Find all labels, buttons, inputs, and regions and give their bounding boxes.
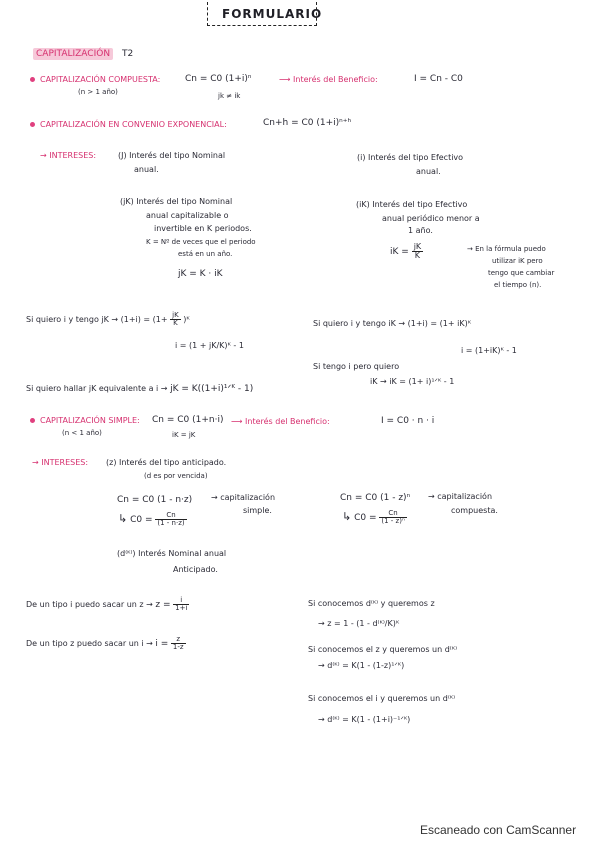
section-topic: T2 <box>121 49 134 59</box>
simple-formula: Cn = C0 (1+n·i) <box>152 415 224 425</box>
simple-interest-text: Interés del Beneficio: <box>245 417 330 426</box>
ik-definition-2: anual periódico menor a <box>382 214 480 223</box>
conversion-3-formula: → z = 1 - (1 - d⁽ᴷ⁾/K)ᴷ <box>318 619 400 628</box>
conversion-4: Si conocemos el z y queremos un d⁽ᴷ⁾ <box>308 645 458 654</box>
exponential-label: CAPITALIZACIÓN EN CONVENIO EXPONENCIAL: <box>40 120 227 129</box>
anticipated-intereses-text: INTERESES: <box>41 458 89 467</box>
ik-note-2: utilizar iK pero <box>492 257 543 265</box>
rule-2-solution: i = (1+iK)ᴷ - 1 <box>461 346 517 355</box>
anticipated-simple-formula: Cn = C0 (1 - n·z) <box>117 495 193 505</box>
anticipated-compound-note: → capitalización <box>428 492 493 501</box>
anticipated-intereses-label <box>32 459 88 467</box>
rule-1 <box>26 312 190 327</box>
ik-fraction-denominator: K <box>414 251 421 260</box>
rule-1-text: Si quiero i y tengo jK → (1+i) = (1+ <box>26 315 168 324</box>
anticipated-compound-c0-denominator: (1 - z)ⁿ <box>381 517 405 525</box>
z-definition-2: (d es por vencida) <box>144 472 208 480</box>
section-heading <box>33 50 133 59</box>
anticipated-compound-c0-numerator: Cn <box>379 510 406 518</box>
conversion-5: Si conocemos el i y queremos un d⁽ᴷ⁾ <box>308 694 456 703</box>
ik-note-4: el tiempo (n). <box>494 281 542 289</box>
ik-definition-3: 1 año. <box>408 226 433 235</box>
ik-fraction <box>412 243 423 260</box>
rule-4 <box>26 385 253 394</box>
bullet-icon <box>30 77 35 82</box>
conversion-2-denominator: 1-z <box>172 643 184 651</box>
jk-definition-2: anual capitalizable o <box>146 211 229 220</box>
conversion-2-numerator: z <box>171 636 186 644</box>
simple-sub: iK = jK <box>172 431 196 439</box>
conversion-2 <box>26 636 186 651</box>
conversion-1-fraction <box>173 597 189 612</box>
arrow-right-icon: ⟶ <box>279 75 294 84</box>
conversion-2-lhs: i = <box>155 639 169 649</box>
rule-1-tail: )ᴷ <box>183 315 190 324</box>
conversion-4-formula: → d⁽ᴷ⁾ = K(1 - (1-z)¹ᐟᴷ) <box>318 661 405 670</box>
compound-condition: (n > 1 año) <box>78 88 118 96</box>
page-title: FORMULARIO <box>222 7 323 21</box>
conversion-1-lhs: z = <box>155 600 171 610</box>
j-definition-2: anual. <box>134 165 159 174</box>
anticipated-simple-c0-denominator: (1 - n·z) <box>157 519 185 527</box>
conversion-1-numerator: i <box>173 597 189 605</box>
compound-sub: jk ≠ ik <box>218 92 241 100</box>
conversion-2-fraction <box>171 636 186 651</box>
anticipated-simple-c0-fraction <box>155 512 186 527</box>
bullet-icon <box>30 418 35 423</box>
conversion-2-text: De un tipo z puedo sacar un i → <box>26 639 153 648</box>
dk-definition: (d⁽ᴷ⁾) Interés Nominal anual <box>117 549 227 558</box>
exponential-formula: Cn+h = C0 (1+i)ⁿ⁺ʰ <box>263 118 352 128</box>
anticipated-simple-c0 <box>118 512 187 527</box>
anticipated-compound-note-2: compuesta. <box>451 506 498 515</box>
ik-formula <box>390 243 423 260</box>
ik-note: → En la fórmula puedo <box>467 245 546 253</box>
anticipated-compound-c0-fraction <box>379 510 406 525</box>
i-definition-2: anual. <box>416 167 441 176</box>
rule-1-solution: i = (1 + jK/K)ᴷ - 1 <box>175 341 244 350</box>
rule-1-fraction-denominator: K <box>173 319 178 327</box>
jk-note-2: está en un año. <box>178 250 233 258</box>
simple-condition: (n < 1 año) <box>62 429 102 437</box>
rule-1-fraction <box>170 312 181 327</box>
section-heading-label: CAPITALIZACIÓN <box>33 48 113 60</box>
conversion-1-denominator: 1+i <box>175 604 188 612</box>
rule-2: Si quiero i y tengo iK → (1+i) = (1+ iK)ᴷ <box>313 319 472 328</box>
jk-definition: (jK) Interés del tipo Nominal <box>120 197 233 206</box>
ik-formula-lhs: iK = <box>390 247 409 257</box>
compound-formula: Cn = C0 (1+i)ⁿ <box>185 74 252 84</box>
conversion-3: Si conocemos d⁽ᴷ⁾ y queremos z <box>308 599 435 608</box>
rule-4-formula: jK = K((1+i)¹ᐟᴷ - 1) <box>170 384 254 394</box>
ik-definition: (iK) Interés del tipo Efectivo <box>356 200 468 209</box>
jk-formula: jK = K · iK <box>178 269 223 279</box>
rule-4-text: Si quiero hallar jK equivalente a i → <box>26 384 168 393</box>
compound-interest-label <box>279 76 378 84</box>
bullet-icon <box>30 122 35 127</box>
anticipated-compound-c0-lhs: C0 = <box>354 513 377 523</box>
dk-definition-2: Anticipado. <box>173 565 218 574</box>
conversion-1-text: De un tipo i puedo sacar un z → <box>26 600 153 609</box>
conversion-5-formula: → d⁽ᴷ⁾ = K(1 - (1+i)⁻¹ᐟᴷ) <box>318 715 411 724</box>
arrow-right-icon: → <box>40 151 50 160</box>
anticipated-simple-note: → capitalización <box>211 493 276 502</box>
ik-fraction-numerator: jK <box>413 242 422 251</box>
anticipated-compound-c0 <box>342 510 407 525</box>
anticipated-simple-c0-numerator: Cn <box>155 512 186 520</box>
simple-interest-formula: I = C0 · n · i <box>381 416 435 426</box>
anticipated-simple-c0-lhs: C0 = <box>130 515 153 525</box>
simple-interest-label <box>231 418 330 426</box>
compound-interest-formula: I = Cn - C0 <box>414 74 463 84</box>
intereses-text: INTERESES: <box>49 151 97 160</box>
compound-label: CAPITALIZACIÓN COMPUESTA: <box>40 75 161 84</box>
intereses-label <box>40 152 96 160</box>
ik-note-3: tengo que cambiar <box>488 269 555 277</box>
compound-interest-text: Interés del Beneficio: <box>293 75 378 84</box>
jk-note: K = Nº de veces que el periodo <box>146 238 256 246</box>
z-definition: (z) Interés del tipo anticipado. <box>106 458 227 467</box>
rule-3: Si tengo i pero quiero <box>313 362 400 371</box>
jk-definition-3: invertible en K periodos. <box>154 224 252 233</box>
arrow-right-icon: → <box>32 458 42 467</box>
rule-3-solution: iK → iK = (1+ i)¹ᐟᴷ - 1 <box>370 377 455 386</box>
corner-arrow-icon: ↳ <box>342 510 352 523</box>
anticipated-simple-note-2: simple. <box>243 506 272 515</box>
rule-1-fraction-numerator: jK <box>172 311 179 319</box>
j-definition: (J) Interés del tipo Nominal <box>118 151 226 160</box>
arrow-right-icon: ⟶ <box>231 417 246 426</box>
scanner-footer: Escaneado con CamScanner <box>420 823 577 837</box>
conversion-1 <box>26 597 189 612</box>
anticipated-compound-formula: Cn = C0 (1 - z)ⁿ <box>340 493 411 503</box>
corner-arrow-icon: ↳ <box>118 512 128 525</box>
simple-label: CAPITALIZACIÓN SIMPLE: <box>40 416 140 425</box>
i-definition: (i) Interés del tipo Efectivo <box>357 153 464 162</box>
